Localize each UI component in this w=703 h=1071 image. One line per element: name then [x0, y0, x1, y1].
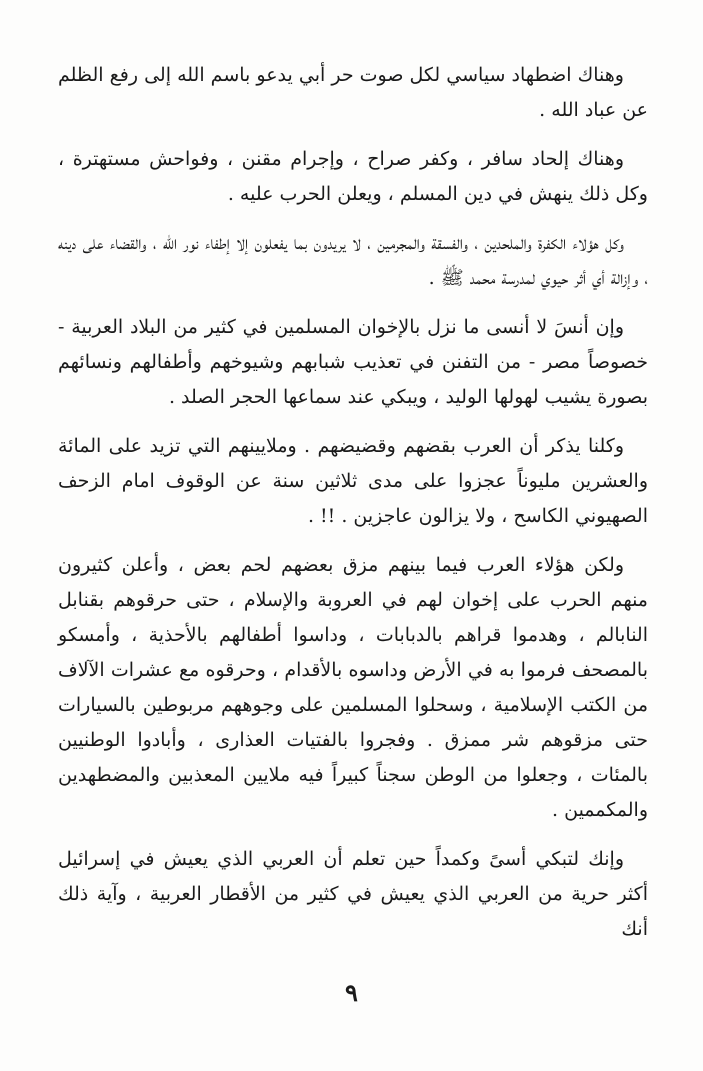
paragraph-political-persecution: وهناك اضطهاد سياسي لكل صوت حر أبي يدعو باسم الله إلى رفع الظلم عن عباد الله . — [58, 64, 648, 121]
body-text — [58, 58, 648, 961]
paragraph-arab-infighting: ولكن هؤلاء العرب فيما بينهم مزق بعضهم لحم بعض ، وأعلن كثيرون منهم الحرب على إخوان لهم في العروبة والإسلام ، حتى حرقوهم بقنابل النابالم ، وهدموا قراهم بالدبابات ، وداسوا أطفالهم بالأحذية ، وأمسكو بالمصحف فرموا به في الأرض وداسوه بالأقدام ، وحرقوه مع عشرات الآلاف من الكتب الإسلامية ، وسحلوا المسلمين على وجوههم مربوطين بالسيارات حتى مزقوهم شر ممزق . وفجروا بالفتيات العذارى ، وأبادوا الوطنيين بالمئات ، وجعلوا من الوطن سجناً كبيراً فيه ملايين المعذبين والمضطهدين والمكممين . — [58, 554, 648, 821]
paragraph-freedom-comparison: وإنك لتبكي أسىً وكمداً حين تعلم أن العربي الذي يعيش في إسرائيل أكثر حرية من العربي الذي يعيش في كثير من الأقطار العربية ، وآية ذلك أنك — [58, 848, 648, 940]
page-number: ٩ — [345, 978, 358, 1007]
paragraph-muslim-brotherhood: وإن أنسَ لا أنسى ما نزل بالإخوان المسلمين في كثير من البلاد العربية - خصوصاً مصر - من التفنن في تعذيب شبابهم وشيوخهم وأطفالهم ونسائهم بصورة يشيب لهولها الوليد ، ويبكي عند سماعها الحجر الصلد . — [58, 316, 648, 408]
paragraph-unbelievers-aims: وكل هؤلاء الكفرة والملحدين ، والفسقة والمجرمين ، لا يريدون بما يفعلون إلا إطفاء نور الله ، والقضاء على دينه ، وإزالة أي أثر حيوي لمدرسة محمد ﷺ . — [58, 232, 648, 289]
paragraph-open-atheism: وهناك إلحاد سافر ، وكفر صراح ، وإجرام مقنن ، وفواحش مستهترة ، وكل ذلك ينهش في دين المسلم ، ويعلن الحرب عليه . — [58, 148, 648, 205]
paragraph-arab-helplessness: وكلنا يذكر أن العرب بقضهم وقضيضهم . وملايينهم التي تزيد على المائة والعشرين مليوناً عجزوا على مدى ثلاثين سنة عن الوقوف امام الزحف الصهيوني الكاسح ، ولا يزالون عاجزين . !! . — [58, 435, 648, 527]
